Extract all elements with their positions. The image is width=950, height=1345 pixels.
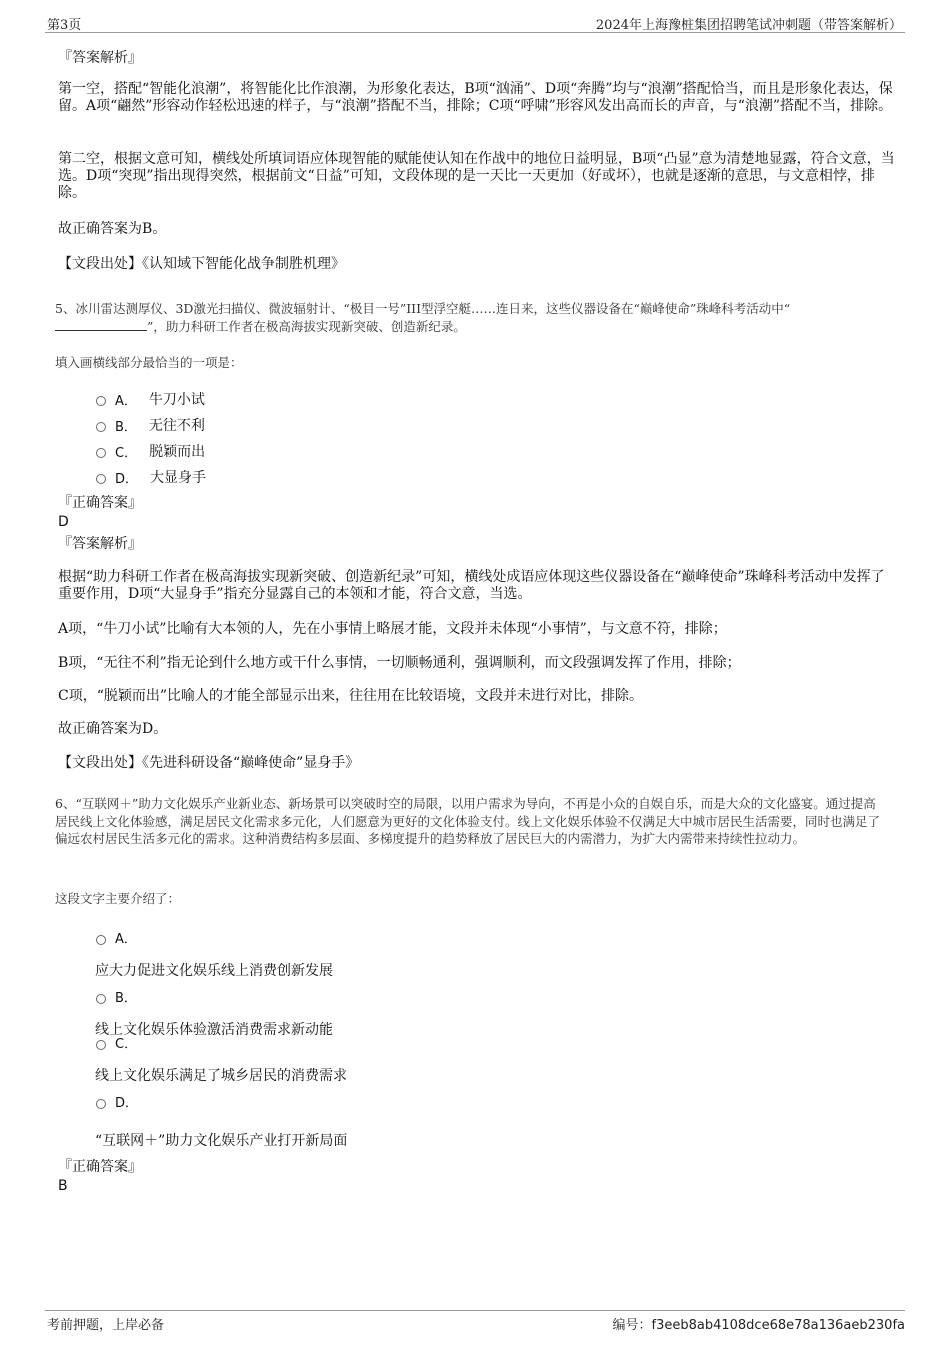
radio-icon[interactable]: [96, 474, 106, 484]
option-b[interactable]: B． 无往不利: [96, 415, 205, 435]
analysis-heading: 『答案解析』: [58, 50, 142, 66]
option-b[interactable]: B．: [96, 987, 149, 1006]
page-number: 第3页: [47, 18, 82, 33]
correct-answer: D: [58, 514, 69, 530]
analysis-paragraph: C项，“脱颖而出”比喻人的才能全部显示出来，往往用在比较语境，文段并未进行对比，排除。: [58, 688, 644, 704]
option-a-text: 应大力促进文化娱乐线上消费创新发展: [95, 963, 333, 979]
footer-slogan: 考前押题，上岸必备: [47, 1318, 165, 1333]
radio-icon[interactable]: [96, 396, 106, 406]
analysis-paragraph: 第一空，搭配“智能化浪潮”，将智能化比作浪潮，为形象化表达，B项“汹涌”、D项“奔腾”均与“浪潮”搭配恰当，而且是形象化表达，保留。A项“翩然”形容动作轻松迅速的样子，与“浪潮”搭配不当，排除；C项“呼啸”形容风发出高而长的声音，与“浪潮”搭配不当，排除。: [58, 81, 893, 114]
option-d-text: “互联网＋”助力文化娱乐产业打开新局面: [95, 1133, 348, 1149]
footer-divider: [45, 1310, 905, 1311]
analysis-heading: 『答案解析』: [58, 536, 142, 552]
option-c[interactable]: C．: [96, 1033, 149, 1052]
radio-icon[interactable]: [96, 994, 106, 1004]
source-citation: 【文段出处】《认知域下智能化战争制胜机理》: [58, 256, 345, 272]
question-prompt: 这段文字主要介绍了：: [55, 891, 181, 906]
analysis-paragraph: 根据“助力科研工作者在极高海拔实现新突破、创造新纪录”可知，横线处成语应体现这些仪器设备在“巅峰使命”珠峰科考活动中发挥了重要作用，D项“大显身手”指充分显露自己的本领和才能，符合文意，当选。: [58, 569, 885, 602]
option-c[interactable]: C． 脱颖而出: [96, 441, 205, 461]
correct-answer-heading: 『正确答案』: [58, 1159, 142, 1175]
document-code: 编号：f3eeb8ab4108dce68e78a136aeb230fa: [612, 1318, 905, 1333]
question-stem-continued: ”，助力科研工作者在极高海拔实现新突破、创造新纪录。: [55, 318, 466, 335]
radio-icon[interactable]: [96, 935, 106, 945]
question-stem: 6、“互联网＋”助力文化娱乐产业新业态、新场景可以突破时空的局限，以用户需求为导向，不再是小众的自娱自乐，而是大众的文化盛宴。通过提高居民线上文化体验感，满足居民文化需求多元化，人们愿意为更好的文化体验支付。线上文化娱乐体验不仅满足大中城市居民生活需要，同时也满足了偏远农村居民生活多元化的需求。这种消费结构多层面、多梯度提升的趋势释放了居民巨大的内需潜力，为扩大内需带来持续性拉动力。: [55, 796, 881, 846]
option-d[interactable]: D．: [96, 1092, 150, 1111]
radio-icon[interactable]: [96, 422, 106, 432]
question-stem: 5、冰川雷达测厚仪、3D激光扫描仪、微波辐射计、“极目一号”III型浮空艇……连日来，这些仪器设备在“巅峰使命”珠峰科考活动中“: [55, 301, 791, 316]
fill-blank: [55, 318, 147, 331]
question-prompt: 填入画横线部分最恰当的一项是：: [55, 355, 243, 370]
option-c-text: 线上文化娱乐满足了城乡居民的消费需求: [95, 1068, 347, 1084]
option-a[interactable]: A．: [96, 928, 149, 947]
analysis-paragraph: A项，“牛刀小试”比喻有大本领的人，先在小事情上略展才能，文段并未体现“小事情”，与文意不符，排除；: [58, 621, 727, 637]
radio-icon[interactable]: [96, 448, 106, 458]
radio-icon[interactable]: [96, 1099, 106, 1109]
correct-answer-heading: 『正确答案』: [58, 495, 142, 511]
header-divider: [45, 32, 905, 33]
option-d[interactable]: D． 大显身手: [96, 467, 206, 487]
option-b-text: 线上文化娱乐体验激活消费需求新动能: [95, 1022, 333, 1038]
correct-answer: B: [58, 1178, 68, 1194]
option-a[interactable]: A． 牛刀小试: [96, 389, 205, 409]
document-title: 2024年上海豫桩集团招聘笔试冲刺题（带答案解析）: [595, 18, 902, 33]
radio-icon[interactable]: [96, 1040, 106, 1050]
answer-conclusion: 故正确答案为B。: [58, 221, 167, 237]
answer-conclusion: 故正确答案为D。: [58, 721, 168, 737]
source-citation: 【文段出处】《先进科研设备“巅峰使命”显身手》: [58, 755, 360, 771]
analysis-paragraph: B项，“无往不利”指无论到什么地方或干什么事情，一切顺畅通利，强调顺利，而文段强调发挥了作用，排除；: [58, 655, 741, 671]
analysis-paragraph: 第二空，根据文意可知，横线处所填词语应体现智能的赋能使认知在作战中的地位日益明显，B项“凸显”意为清楚地显露，符合文意，当选。D项“突现”指出现得突然，根据前文“日益”可知，文段体现的是一天比一天更加（好或坏），也就是逐渐的意思，与文意相悖，排除。: [58, 151, 895, 201]
